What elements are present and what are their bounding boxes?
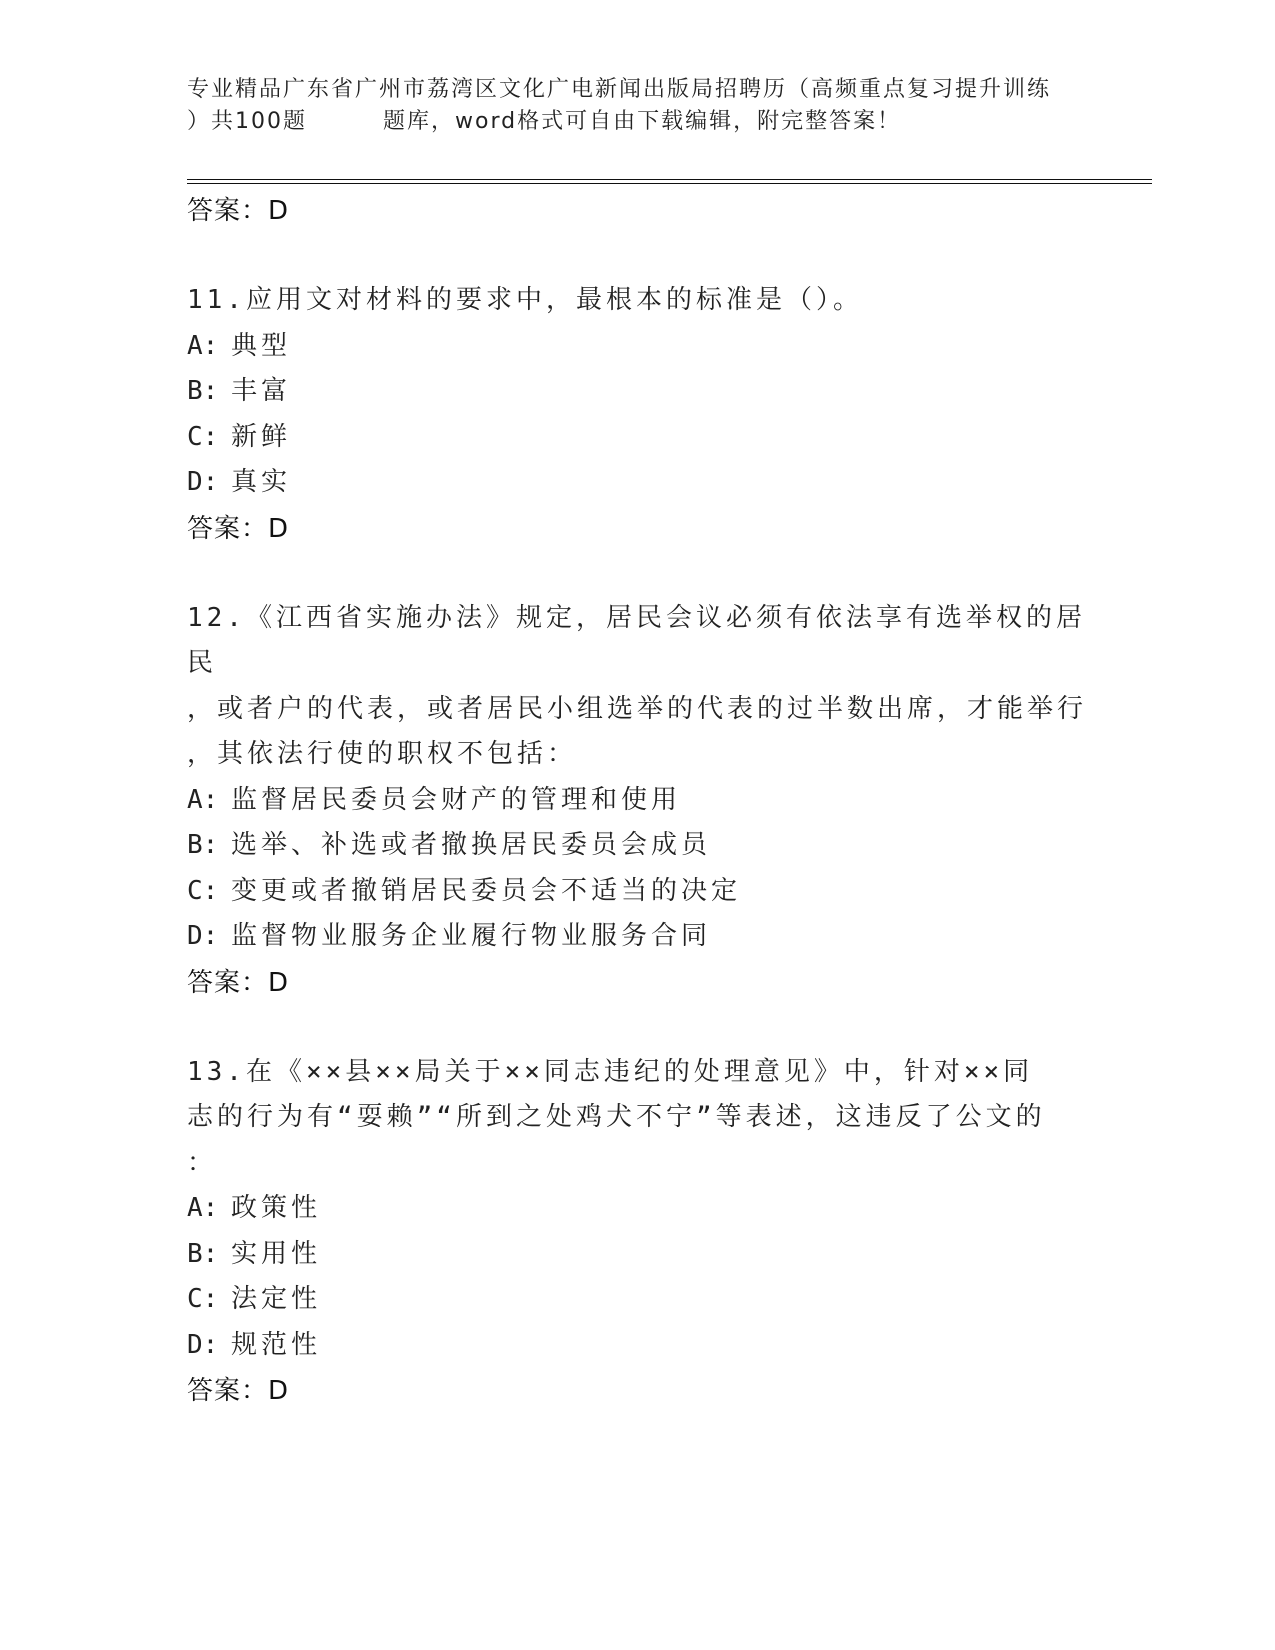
option-c [187,1277,1087,1323]
option-b [187,369,1087,415]
question-item [187,278,1087,552]
header-title-line-2 [187,106,1087,138]
option-key: A: [187,784,219,815]
option-d [187,460,1087,506]
question-stem-line: 13.在《××县××局关于××同志违纪的处理意见》中，针对××同 [187,1056,1034,1087]
answer-line: 答案：D [187,1376,290,1406]
option-key: D: [187,1329,219,1360]
question-stem-line: ： [187,1147,218,1178]
header-divider-top [187,179,1152,180]
option-key: D: [187,467,219,497]
option-c [187,869,1087,915]
question-item [187,596,1087,1006]
option-text: 监督居民委员会财产的管理和使用 [231,784,682,815]
question-stem [187,596,1087,778]
option-text: 规范性 [231,1329,322,1360]
option-a [187,1186,1087,1232]
answer-line: 答案：D [187,513,290,544]
option-key: D: [187,921,219,951]
option-text: 变更或者撤销居民委员会不适当的决定 [231,875,742,906]
question-stem [187,1050,1087,1187]
option-key: C: [187,875,219,906]
header-title-part-1: ）共100题 [187,109,307,134]
option-b [187,1232,1087,1278]
question-item [187,1050,1087,1415]
option-d [187,1323,1087,1369]
option-text: 实用性 [231,1238,322,1269]
option-key: C: [187,421,219,452]
page-header [187,74,1087,138]
option-key: B: [187,1238,219,1269]
option-text: 丰富 [231,376,292,406]
option-d [187,914,1087,960]
question-stem-line: 11.应用文对材料的要求中，最根本的标准是（）。 [187,285,863,315]
option-a [187,324,1087,370]
option-text: 典型 [231,330,292,361]
option-text: 选举、补选或者撤换居民委员会成员 [231,830,712,860]
answer-line: 答案：D [187,967,290,998]
question-stem-line: 12.《江西省实施办法》规定，居民会议必须有依法享有选举权的居民 [187,602,1086,678]
option-key: A: [187,330,219,361]
option-c [187,415,1087,461]
question-list [187,188,1087,1414]
option-key: B: [187,830,219,860]
option-text: 法定性 [231,1284,322,1314]
option-key: C: [187,1284,219,1314]
option-text: 监督物业服务企业履行物业服务合同 [231,921,712,951]
answer-line: 答案：D [187,196,290,226]
header-divider-bottom [187,183,1152,184]
option-a [187,778,1087,824]
option-text: 政策性 [231,1193,322,1223]
option-key: A: [187,1193,219,1223]
option-b [187,823,1087,869]
header-title-part-2: 题库，word格式可自由下载编辑，附完整答案！ [383,109,902,134]
option-key: B: [187,376,219,406]
header-title-line-1: 专业精品广东省广州市荔湾区文化广电新闻出版局招聘历（高频重点复习提升训练 [187,77,1052,102]
question-stem-line: 志的行为有“耍赖”“所到之处鸡犬不宁”等表述，这违反了公文的 [187,1102,1046,1132]
option-text: 真实 [231,467,292,497]
option-text: 新鲜 [231,421,292,452]
question-stem-line: ，其依法行使的职权不包括： [187,739,578,769]
question-stem [187,278,1087,324]
question-stem-line: ，或者户的代表，或者居民小组选举的代表的过半数出席，才能举行 [187,693,1088,724]
